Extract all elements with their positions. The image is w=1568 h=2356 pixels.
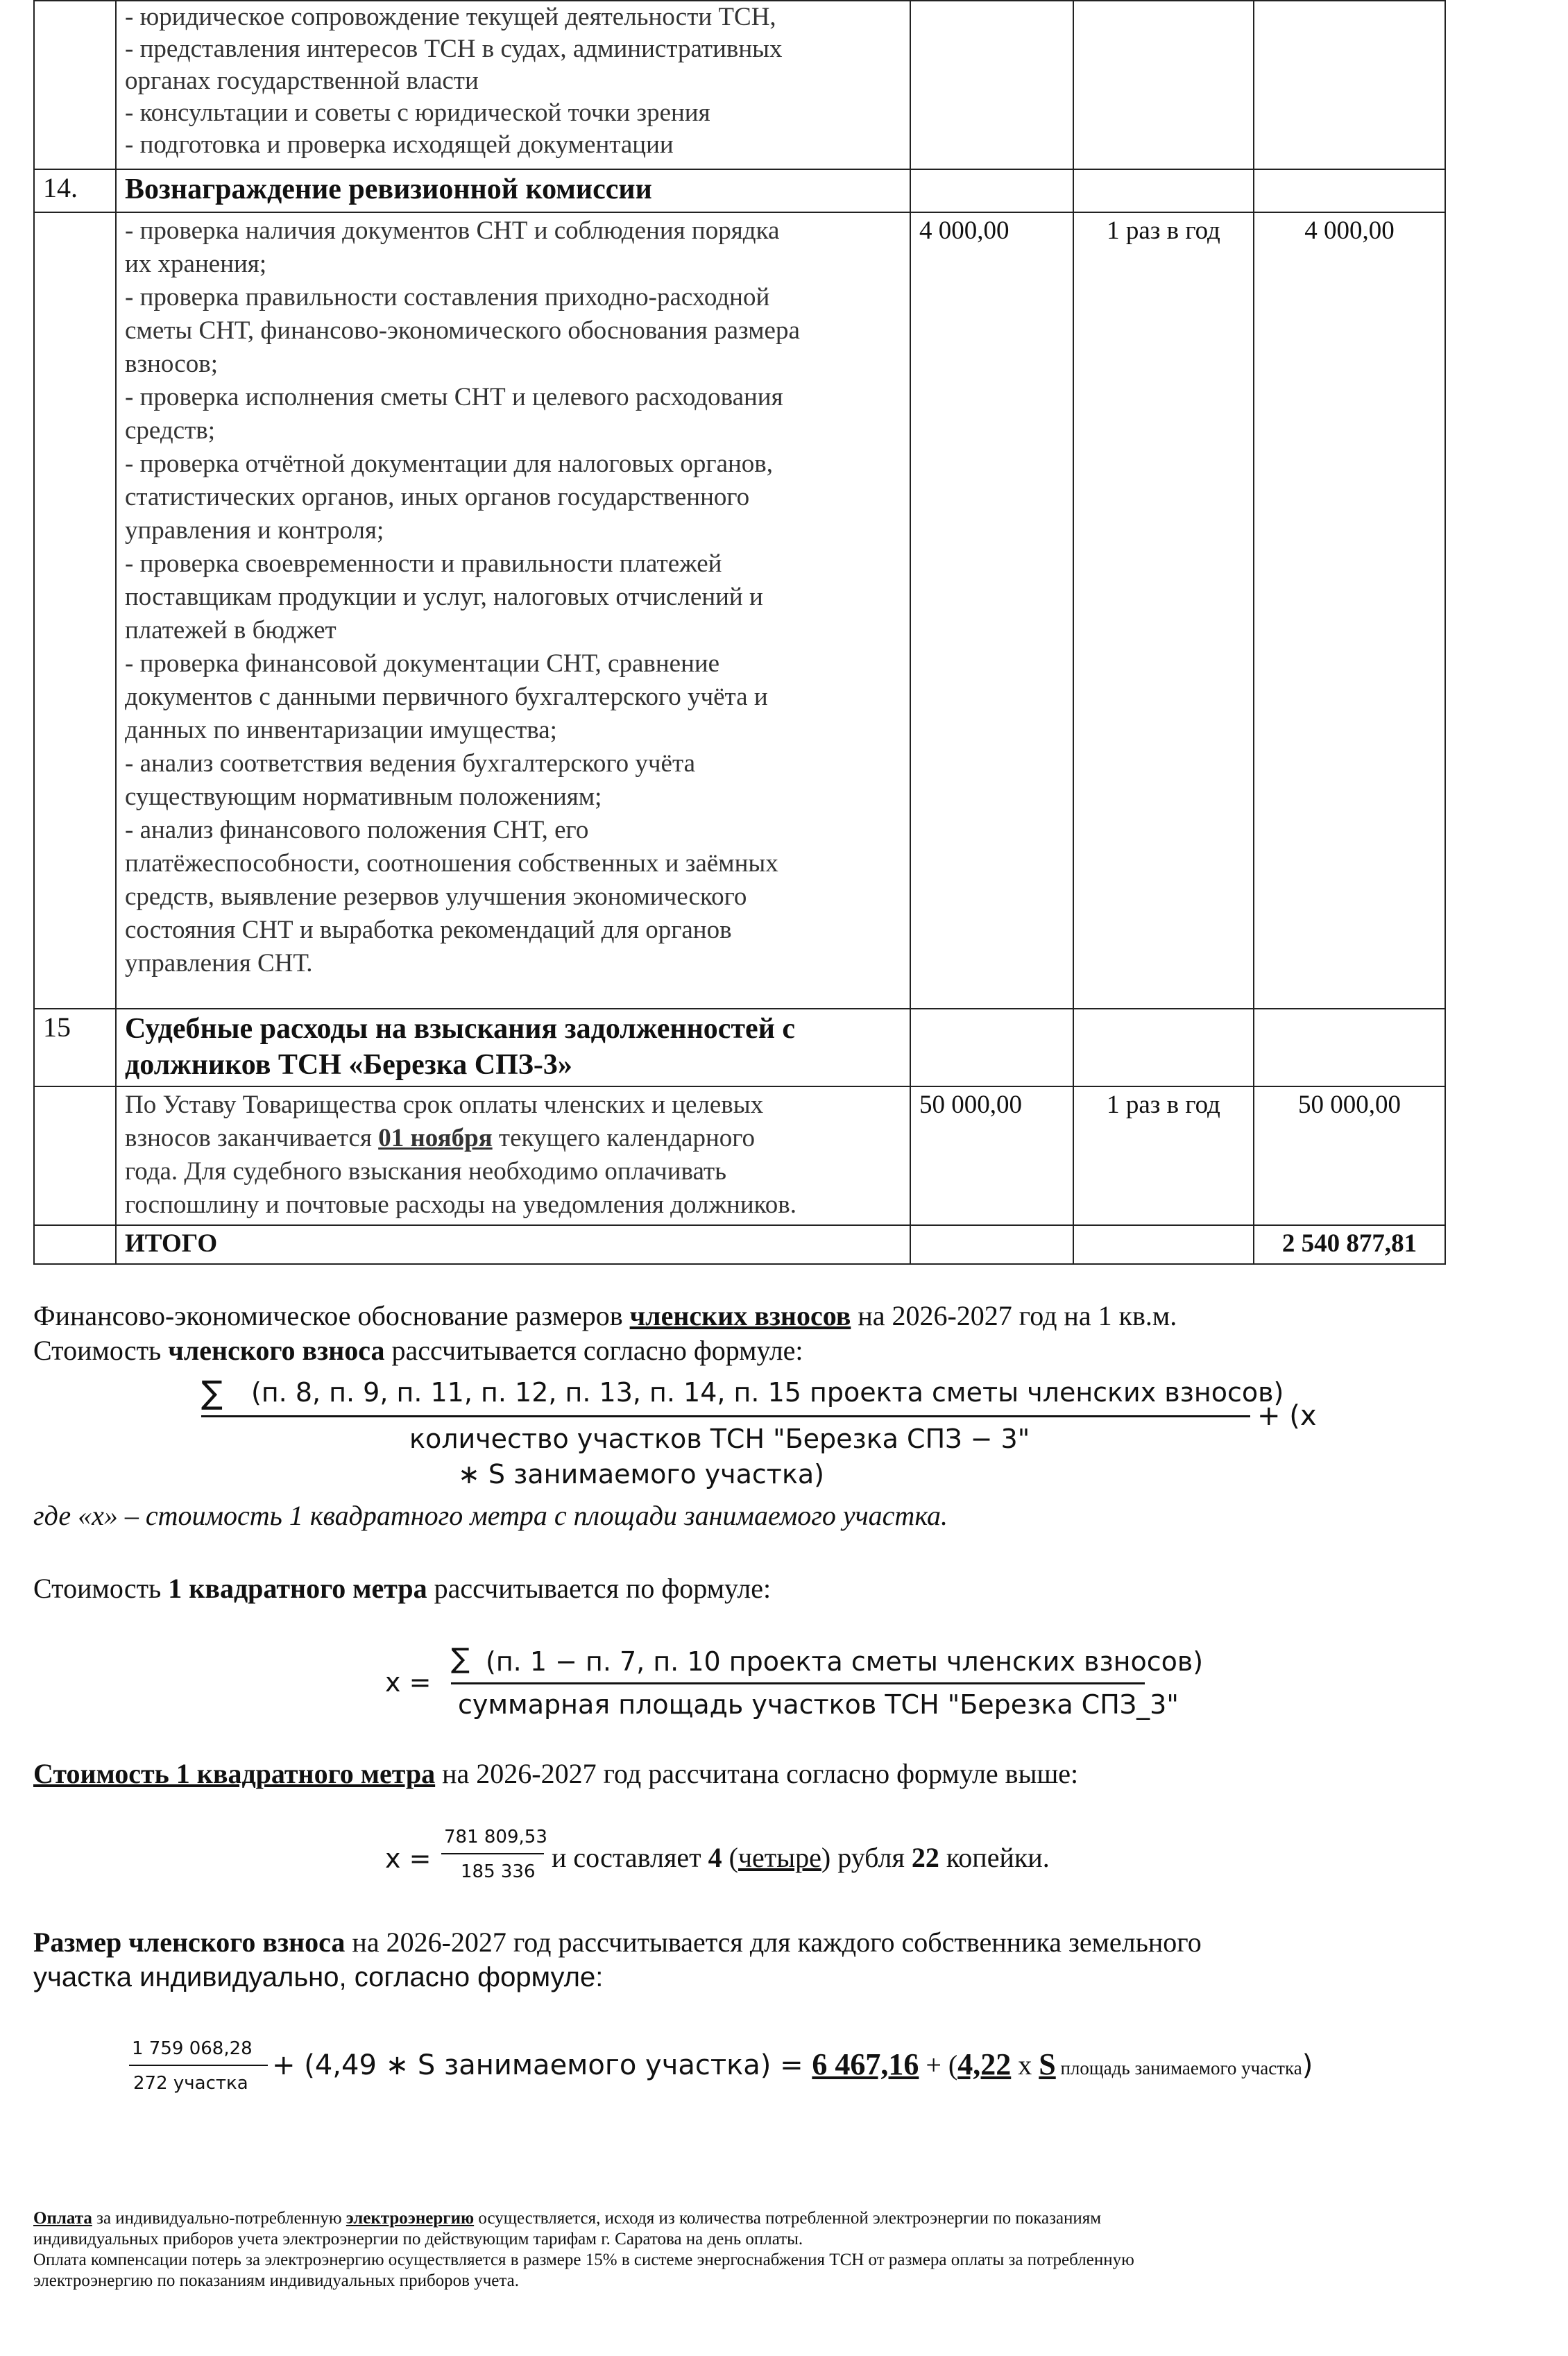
description-line: - проверка отчётной документации для налоговых органов, [125,450,774,478]
paragraph: Стоимость членского взноса рассчитывается согласно формуле: [33,1335,803,1366]
row-number: 14. [34,169,116,212]
sigma-symbol: ∑ [451,1643,470,1675]
description-line: данных по инвентаризации имущества; [125,716,557,744]
fraction-bar [201,1415,1250,1417]
estimate-table [33,0,1446,1265]
row-description [116,212,910,1009]
description-line: - проверка исполнения сметы СНТ и целевого расходования [125,383,783,411]
amount-cell: 50 000,00 [910,1086,1073,1225]
description-line: состояния СНТ и выработка рекомендаций для органов [125,916,732,944]
total-cell: 50 000,00 [1254,1086,1445,1225]
formula-tail: ∗ S занимаемого участка) [458,1459,825,1489]
description-line: платежей в бюджет [125,616,336,645]
description-line: статистических органов, иных органов государственного [125,483,750,511]
description-line: - подготовка и проверка исходящей документации [125,130,674,159]
table-row [34,1009,1445,1086]
period-cell: 1 раз в год [1073,212,1254,1009]
period-cell: 1 раз в год [1073,1086,1254,1225]
description-line: органах государственной власти [125,67,479,95]
formula-numerator: (п. 8, п. 9, п. 11, п. 12, п. 13, п. 14, п. 15 проекта сметы членских взносов) [251,1377,1284,1408]
row-number-cell [34,1,116,169]
description-line: сметы СНТ, финансово-экономического обоснования размера [125,316,800,345]
paragraph: Размер членского взноса на 2026-2027 год рассчитывается для каждого собственника земельного [33,1927,1202,1958]
description-line: документов с данными первичного бухгалтерского учёта и [125,683,768,711]
row-description [116,1,910,169]
description-line: - консультации и советы с юридической точки зрения [125,99,710,127]
description-line: - проверка наличия документов СНТ и соблюдения порядка [125,216,780,245]
paragraph-heading: Финансово-экономическое обоснование размеров членских взносов на 2026-2027 год на 1 кв.м. [33,1300,1177,1331]
description-line: - проверка финансовой документации СНТ, сравнение [125,649,720,678]
formula-membership-result: + (4,49 ∗ S занимаемого участка) = 6 467,16 + (4,22 x S площадь занимаемого участка) [272,2047,1313,2081]
row-number: 15 [34,1009,116,1086]
row-title: Судебные расходы на взыскания задолженностей с должников ТСН «Березка СПЗ-3» [116,1009,910,1086]
formula-denominator: суммарная площадь участков ТСН "Березка СПЗ_3" [458,1689,1179,1720]
formula-plus: + (x [1257,1400,1317,1432]
description-line: платёжеспособности, соотношения собственных и заёмных [125,849,778,878]
description-line: поставщикам продукции и услуг, налоговых отчислений и [125,583,763,611]
description-line: - представления интересов ТСН в судах, административных [125,35,783,63]
formula-x: x = [385,1843,432,1874]
fraction-bar [129,2065,268,2066]
description-line: управления СНТ. [125,949,313,978]
row-description: По Уставу Товарищества срок оплаты членских и целевых взносов заканчивается 01 ноября текущего календарного года. Для судебного взыскания необходимо оплачивать госпошлину и почтовые расходы на уведомления должников. [116,1086,910,1225]
description-line: - анализ финансового положения СНТ, его [125,816,589,844]
description-line: существующим нормативным положениям; [125,783,602,811]
row-title: Вознаграждение ревизионной комиссии [116,169,910,212]
formula-numerator: 781 809,53 [444,1827,547,1847]
description-line: - юридическое сопровождение текущей деятельности ТСН, [125,3,776,31]
formula-denominator: 185 336 [461,1861,536,1882]
fraction-bar [451,1682,1145,1684]
formula-result-text: и составляет 4 (четыре) рубля 22 копейки. [552,1842,1050,1873]
footnote: Оплата за индивидуально-потребленную электроэнергию осуществляется, исходя из количества потребленной электроэнергии по показаниям индивидуальных приборов учета электроэнергии по действующим тарифам г. Саратова на день оплаты. Оплата компенсации потерь за электроэнергию осуществляется в размере 15% в системе энергоснабжения ТСН от размера оплаты за потребленную электроэнергию по показаниям индивидуальных приборов учета. [33,2209,1134,2290]
deadline-date: 01 ноября [378,1124,493,1152]
paragraph: Стоимость 1 квадратного метра рассчитывается по формуле: [33,1573,772,1604]
table-row [34,212,1445,1009]
formula-numerator: 1 759 068,28 [132,2038,253,2059]
formula-note: где «х» – стоимость 1 квадратного метра с площади занимаемого участка. [33,1500,948,1531]
formula-denominator: 272 участка [133,2073,248,2094]
table-row [34,1,1445,169]
paragraph: участка индивидуально, согласно формуле: [33,1962,604,1992]
description-line: взносов; [125,350,218,378]
sigma-symbol: ∑ [201,1374,223,1411]
total-value: 2 540 877,81 [1254,1225,1445,1264]
formula-denominator: количество участков ТСН "Березка СПЗ − 3" [409,1424,1030,1454]
description-line: - проверка правильности составления приходно-расходной [125,283,770,311]
formula-x: x = [385,1667,432,1698]
description-line: средств; [125,416,216,445]
amount-cell: 4 000,00 [910,212,1073,1009]
table-row [34,169,1445,212]
total-row [34,1225,1445,1264]
total-cell: 4 000,00 [1254,212,1445,1009]
paragraph: Стоимость 1 квадратного метра на 2026-2027 год рассчитана согласно формуле выше: [33,1758,1079,1789]
total-label: ИТОГО [116,1225,910,1264]
description-line: средств, выявление резервов улучшения экономического [125,882,747,911]
fraction-bar [441,1853,544,1854]
description-line: их хранения; [125,250,267,278]
description-line: управления и контроля; [125,516,384,545]
description-line: - проверка своевременности и правильности платежей [125,549,722,578]
table-row [34,1086,1445,1225]
formula-numerator: (п. 1 − п. 7, п. 10 проекта сметы членских взносов) [486,1646,1204,1677]
description-line: - анализ соответствия ведения бухгалтерского учёта [125,749,696,778]
